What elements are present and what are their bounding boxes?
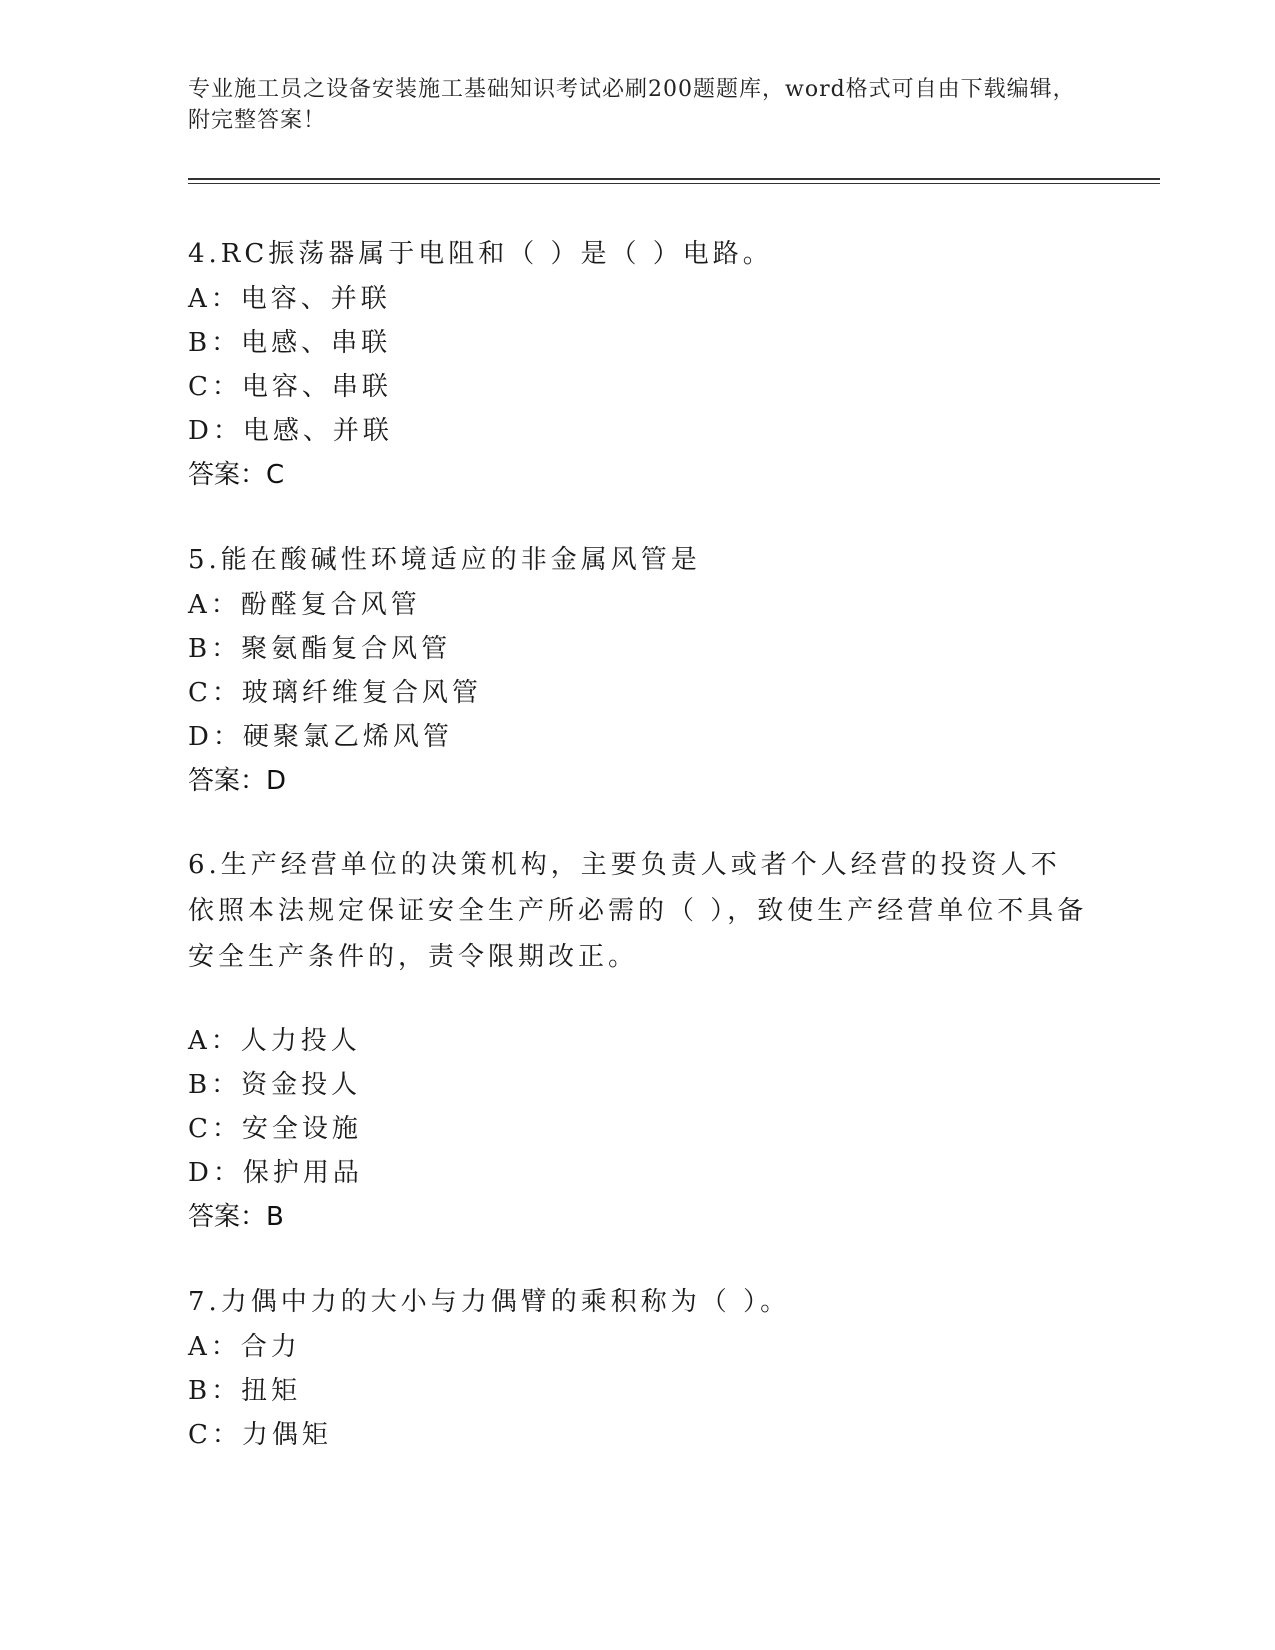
question-stem: 4.RC振荡器属于电阻和（ ）是（ ）电路。 (188, 239, 773, 269)
option-b: B：电感、串联 (188, 328, 392, 358)
option-d: D：保护用品 (188, 1158, 363, 1188)
document-header: 专业施工员之设备安装施工基础知识考试必刷200题题库，word格式可自由下载编辑，附完整答案！ (188, 77, 1076, 133)
answer-label: 答案：C (188, 460, 285, 490)
option-b: B：资金投人 (188, 1070, 362, 1100)
option-d: D：电感、并联 (188, 416, 393, 446)
answer-label: 答案：D (188, 766, 287, 796)
option-d: D：硬聚氯乙烯风管 (188, 722, 453, 752)
question-stem: 6.生产经营单位的决策机构，主要负责人或者个人经营的投资人不依照本法规定保证安全生产所必需的（ ），致使生产经营单位不具备安全生产条件的，责令限期改正。 (188, 850, 1088, 972)
option-c: C：玻璃纤维复合风管 (188, 678, 482, 708)
option-a: A：酚醛复合风管 (188, 590, 421, 620)
option-a: A：合力 (188, 1332, 301, 1362)
header-divider (188, 178, 1160, 180)
option-a: A：人力投人 (188, 1026, 361, 1056)
option-b: B：扭矩 (188, 1376, 302, 1406)
answer-label: 答案：B (188, 1202, 284, 1232)
question-stem: 5.能在酸碱性环境适应的非金属风管是 (188, 545, 701, 575)
option-c: C：安全设施 (188, 1114, 362, 1144)
option-c: C：电容、串联 (188, 372, 392, 402)
option-b: B：聚氨酯复合风管 (188, 634, 452, 664)
option-a: A：电容、并联 (188, 284, 391, 314)
header-divider-thin (188, 183, 1160, 184)
option-c: C：力偶矩 (188, 1420, 332, 1450)
question-stem: 7.力偶中力的大小与力偶臂的乘积称为（ ）。 (188, 1287, 791, 1317)
